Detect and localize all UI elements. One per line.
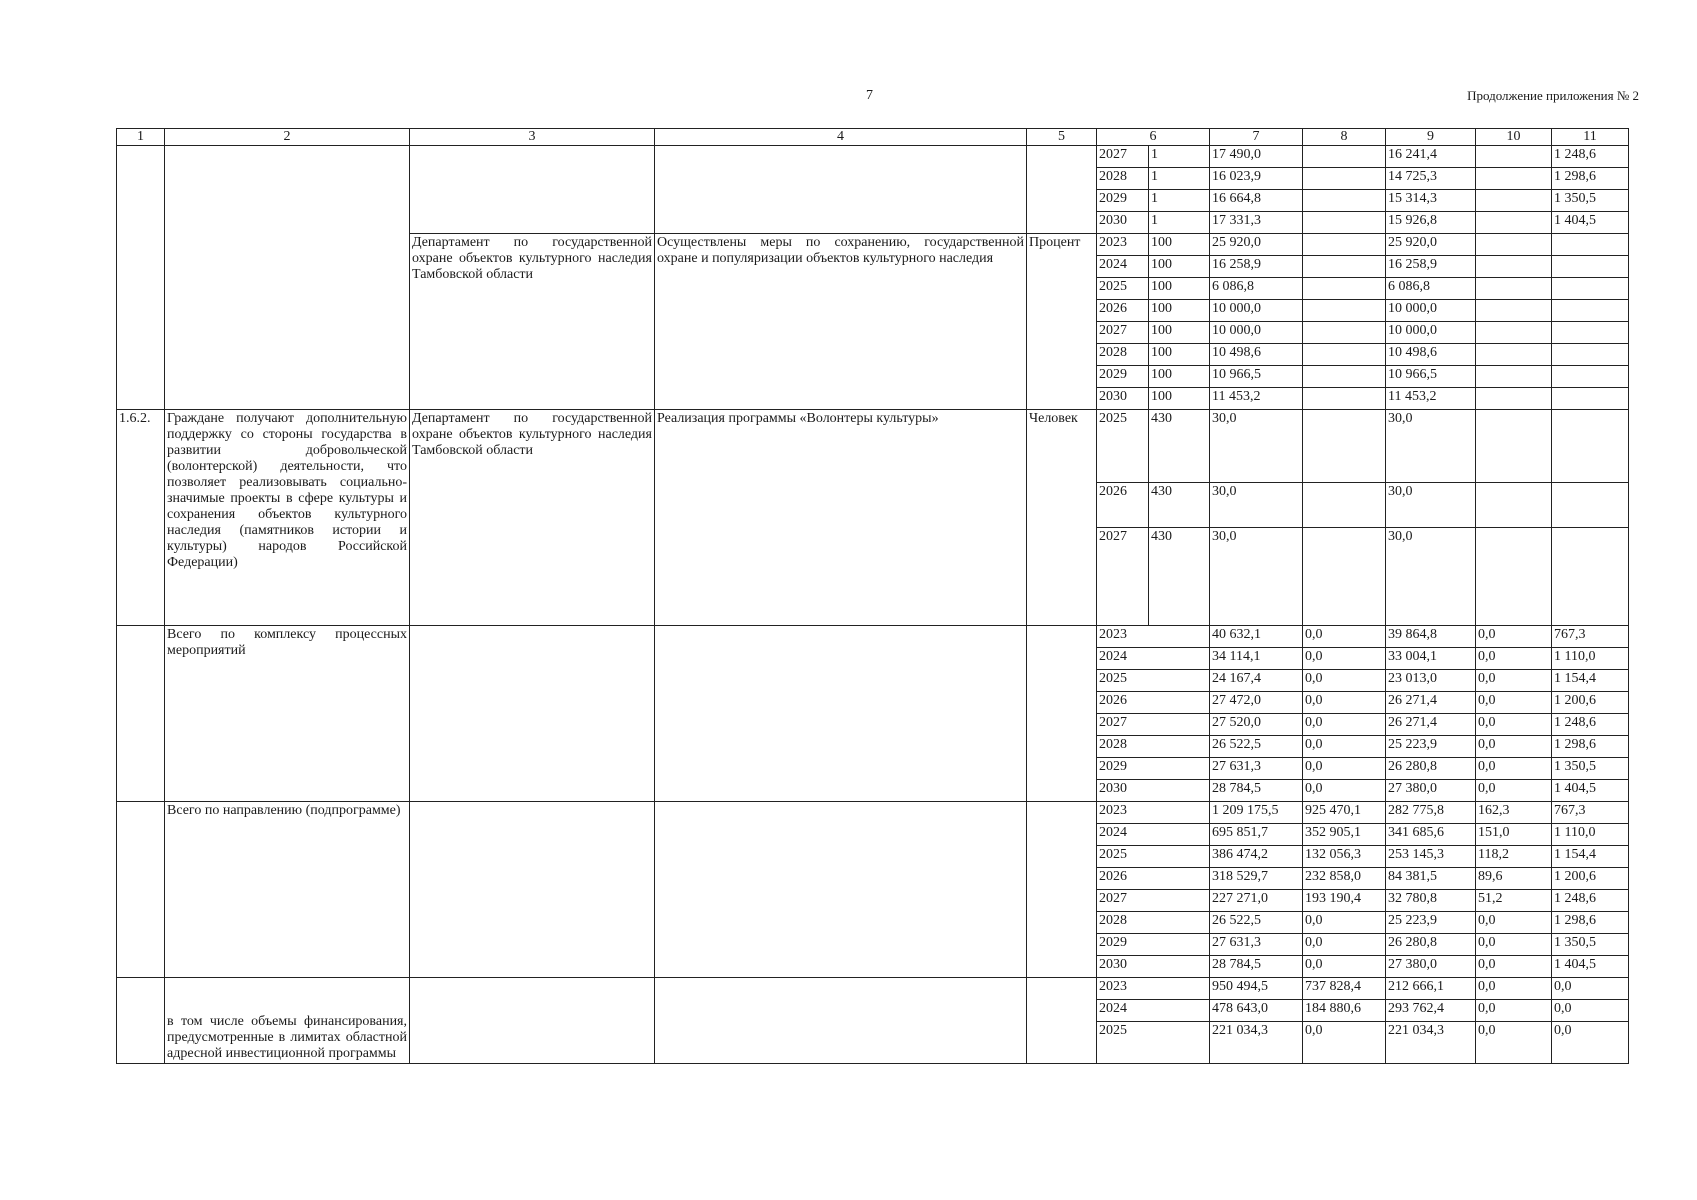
result-cell xyxy=(655,626,1027,802)
total-amount-cell: 10 000,0 xyxy=(1210,322,1303,344)
unit-cell xyxy=(1027,978,1097,1064)
table-row xyxy=(117,802,1629,824)
total-amount-cell: 28 784,5 xyxy=(1210,780,1303,802)
appendix-continuation-note: Продолжение приложения № 2 xyxy=(1467,88,1639,103)
column-number: 8 xyxy=(1303,129,1386,146)
regional-budget-cell: 6 086,8 xyxy=(1386,278,1476,300)
regional-budget-cell: 27 380,0 xyxy=(1386,780,1476,802)
municipal-budget-cell: 0,0 xyxy=(1476,1000,1552,1022)
municipal-budget-cell: 89,6 xyxy=(1476,868,1552,890)
regional-budget-cell: 84 381,5 xyxy=(1386,868,1476,890)
extrabudgetary-cell xyxy=(1552,234,1629,256)
federal-budget-cell xyxy=(1303,528,1386,626)
year-cell: 2030 xyxy=(1097,212,1149,234)
federal-budget-cell: 0,0 xyxy=(1303,956,1386,978)
federal-budget-cell: 0,0 xyxy=(1303,714,1386,736)
federal-budget-cell xyxy=(1303,410,1386,483)
federal-budget-cell: 0,0 xyxy=(1303,934,1386,956)
total-amount-cell: 221 034,3 xyxy=(1210,1022,1303,1064)
year-cell: 2029 xyxy=(1097,366,1149,388)
federal-budget-cell xyxy=(1303,234,1386,256)
federal-budget-cell: 0,0 xyxy=(1303,670,1386,692)
regional-budget-cell: 30,0 xyxy=(1386,528,1476,626)
municipal-budget-cell: 0,0 xyxy=(1476,934,1552,956)
regional-budget-cell: 10 498,6 xyxy=(1386,344,1476,366)
regional-budget-cell: 15 314,3 xyxy=(1386,190,1476,212)
federal-budget-cell xyxy=(1303,483,1386,528)
total-amount-cell: 386 474,2 xyxy=(1210,846,1303,868)
year-cell: 2025 xyxy=(1097,670,1210,692)
municipal-budget-cell xyxy=(1476,212,1552,234)
regional-budget-cell: 27 380,0 xyxy=(1386,956,1476,978)
year-cell: 2026 xyxy=(1097,868,1210,890)
federal-budget-cell: 232 858,0 xyxy=(1303,868,1386,890)
extrabudgetary-cell xyxy=(1552,278,1629,300)
regional-budget-cell: 10 000,0 xyxy=(1386,322,1476,344)
extrabudgetary-cell: 1 404,5 xyxy=(1552,780,1629,802)
executor-cell xyxy=(410,146,655,234)
regional-budget-cell: 30,0 xyxy=(1386,410,1476,483)
year-cell: 2030 xyxy=(1097,388,1149,410)
regional-budget-cell: 26 271,4 xyxy=(1386,714,1476,736)
regional-budget-cell: 25 223,9 xyxy=(1386,736,1476,758)
municipal-budget-cell: 151,0 xyxy=(1476,824,1552,846)
federal-budget-cell xyxy=(1303,366,1386,388)
year-cell: 2030 xyxy=(1097,780,1210,802)
indicator-value-cell: 430 xyxy=(1149,410,1210,483)
municipal-budget-cell: 0,0 xyxy=(1476,1022,1552,1064)
total-amount-cell: 40 632,1 xyxy=(1210,626,1303,648)
total-amount-cell: 26 522,5 xyxy=(1210,912,1303,934)
indicator-value-cell: 430 xyxy=(1149,483,1210,528)
regional-budget-cell: 26 271,4 xyxy=(1386,692,1476,714)
year-cell: 2028 xyxy=(1097,168,1149,190)
column-number: 1 xyxy=(117,129,165,146)
indicator-value-cell: 100 xyxy=(1149,278,1210,300)
total-amount-cell: 10 498,6 xyxy=(1210,344,1303,366)
indicator-value-cell: 100 xyxy=(1149,322,1210,344)
result-cell xyxy=(655,146,1027,234)
table-row xyxy=(117,978,1629,1000)
municipal-budget-cell: 0,0 xyxy=(1476,978,1552,1000)
federal-budget-cell xyxy=(1303,212,1386,234)
total-amount-cell: 6 086,8 xyxy=(1210,278,1303,300)
total-amount-cell: 227 271,0 xyxy=(1210,890,1303,912)
column-number: 6 xyxy=(1097,129,1210,146)
indicator-value-cell: 100 xyxy=(1149,234,1210,256)
regional-budget-cell: 11 453,2 xyxy=(1386,388,1476,410)
total-amount-cell: 27 472,0 xyxy=(1210,692,1303,714)
program-table xyxy=(116,128,1629,1064)
year-cell: 2029 xyxy=(1097,190,1149,212)
total-label-cell: Всего по комплексу процессных мероприятий xyxy=(165,626,410,802)
extrabudgetary-cell: 767,3 xyxy=(1552,802,1629,824)
municipal-budget-cell xyxy=(1476,234,1552,256)
total-amount-cell: 27 520,0 xyxy=(1210,714,1303,736)
total-amount-cell: 30,0 xyxy=(1210,410,1303,483)
municipal-budget-cell xyxy=(1476,146,1552,168)
municipal-budget-cell xyxy=(1476,322,1552,344)
executor-cell xyxy=(410,978,655,1064)
extrabudgetary-cell xyxy=(1552,388,1629,410)
extrabudgetary-cell: 1 248,6 xyxy=(1552,890,1629,912)
total-amount-cell: 30,0 xyxy=(1210,483,1303,528)
executor-cell xyxy=(410,802,655,978)
municipal-budget-cell: 0,0 xyxy=(1476,736,1552,758)
year-cell: 2024 xyxy=(1097,1000,1210,1022)
column-number: 2 xyxy=(165,129,410,146)
federal-budget-cell: 0,0 xyxy=(1303,736,1386,758)
indicator-value-cell: 430 xyxy=(1149,528,1210,626)
year-cell: 2026 xyxy=(1097,692,1210,714)
column-number-row xyxy=(117,129,1629,146)
regional-budget-cell: 15 926,8 xyxy=(1386,212,1476,234)
extrabudgetary-cell: 1 298,6 xyxy=(1552,168,1629,190)
municipal-budget-cell: 0,0 xyxy=(1476,626,1552,648)
year-cell: 2027 xyxy=(1097,890,1210,912)
indicator-value-cell: 100 xyxy=(1149,366,1210,388)
federal-budget-cell: 0,0 xyxy=(1303,780,1386,802)
municipal-budget-cell xyxy=(1476,190,1552,212)
year-cell: 2025 xyxy=(1097,1022,1210,1064)
regional-budget-cell: 14 725,3 xyxy=(1386,168,1476,190)
regional-budget-cell: 282 775,8 xyxy=(1386,802,1476,824)
column-number: 11 xyxy=(1552,129,1629,146)
total-amount-cell: 17 490,0 xyxy=(1210,146,1303,168)
year-cell: 2023 xyxy=(1097,626,1210,648)
year-cell: 2027 xyxy=(1097,714,1210,736)
total-amount-cell: 10 000,0 xyxy=(1210,300,1303,322)
extrabudgetary-cell: 1 200,6 xyxy=(1552,868,1629,890)
result-cell xyxy=(655,802,1027,978)
municipal-budget-cell xyxy=(1476,300,1552,322)
federal-budget-cell xyxy=(1303,278,1386,300)
year-cell: 2029 xyxy=(1097,758,1210,780)
code-cell: 1.6.2. xyxy=(117,410,165,626)
year-cell: 2028 xyxy=(1097,912,1210,934)
total-amount-cell: 10 966,5 xyxy=(1210,366,1303,388)
extrabudgetary-cell: 1 248,6 xyxy=(1552,146,1629,168)
year-cell: 2023 xyxy=(1097,234,1149,256)
municipal-budget-cell xyxy=(1476,528,1552,626)
municipal-budget-cell xyxy=(1476,483,1552,528)
page-number: 7 xyxy=(866,88,873,103)
municipal-budget-cell xyxy=(1476,256,1552,278)
federal-budget-cell: 352 905,1 xyxy=(1303,824,1386,846)
extrabudgetary-cell: 1 298,6 xyxy=(1552,736,1629,758)
regional-budget-cell: 10 966,5 xyxy=(1386,366,1476,388)
extrabudgetary-cell xyxy=(1552,256,1629,278)
regional-budget-cell: 39 864,8 xyxy=(1386,626,1476,648)
year-cell: 2029 xyxy=(1097,934,1210,956)
extrabudgetary-cell xyxy=(1552,322,1629,344)
executor-cell: Департамент по государственной охране объектов культурного наследия Тамбовской области xyxy=(410,234,655,410)
extrabudgetary-cell xyxy=(1552,366,1629,388)
year-cell: 2030 xyxy=(1097,956,1210,978)
regional-budget-cell: 253 145,3 xyxy=(1386,846,1476,868)
federal-budget-cell: 925 470,1 xyxy=(1303,802,1386,824)
federal-budget-cell: 0,0 xyxy=(1303,648,1386,670)
total-amount-cell: 27 631,3 xyxy=(1210,934,1303,956)
extrabudgetary-cell: 1 350,5 xyxy=(1552,190,1629,212)
extrabudgetary-cell: 1 154,4 xyxy=(1552,846,1629,868)
municipal-budget-cell xyxy=(1476,388,1552,410)
municipal-budget-cell: 0,0 xyxy=(1476,670,1552,692)
extrabudgetary-cell: 0,0 xyxy=(1552,1000,1629,1022)
total-amount-cell: 16 258,9 xyxy=(1210,256,1303,278)
regional-budget-cell: 33 004,1 xyxy=(1386,648,1476,670)
indicator-value-cell: 100 xyxy=(1149,388,1210,410)
task-cell xyxy=(165,146,410,410)
column-number: 9 xyxy=(1386,129,1476,146)
federal-budget-cell: 0,0 xyxy=(1303,1022,1386,1064)
total-amount-cell: 17 331,3 xyxy=(1210,212,1303,234)
regional-budget-cell: 23 013,0 xyxy=(1386,670,1476,692)
regional-budget-cell: 32 780,8 xyxy=(1386,890,1476,912)
unit-cell: Процент xyxy=(1027,234,1097,410)
extrabudgetary-cell: 1 200,6 xyxy=(1552,692,1629,714)
extrabudgetary-cell: 0,0 xyxy=(1552,978,1629,1000)
regional-budget-cell: 26 280,8 xyxy=(1386,934,1476,956)
code-cell xyxy=(117,978,165,1064)
total-amount-cell: 16 023,9 xyxy=(1210,168,1303,190)
extrabudgetary-cell xyxy=(1552,528,1629,626)
year-cell: 2024 xyxy=(1097,648,1210,670)
extrabudgetary-cell: 1 350,5 xyxy=(1552,934,1629,956)
extrabudgetary-cell: 767,3 xyxy=(1552,626,1629,648)
total-amount-cell: 11 453,2 xyxy=(1210,388,1303,410)
year-cell: 2028 xyxy=(1097,344,1149,366)
executor-cell: Департамент по государственной охране объектов культурного наследия Тамбовской области xyxy=(410,410,655,626)
total-amount-cell: 34 114,1 xyxy=(1210,648,1303,670)
regional-budget-cell: 16 241,4 xyxy=(1386,146,1476,168)
indicator-value-cell: 1 xyxy=(1149,146,1210,168)
municipal-budget-cell: 0,0 xyxy=(1476,912,1552,934)
year-cell: 2027 xyxy=(1097,528,1149,626)
column-number: 3 xyxy=(410,129,655,146)
result-cell: Реализация программы «Волонтеры культуры» xyxy=(655,410,1027,626)
code-cell xyxy=(117,802,165,978)
column-number: 10 xyxy=(1476,129,1552,146)
municipal-budget-cell xyxy=(1476,410,1552,483)
total-amount-cell: 478 643,0 xyxy=(1210,1000,1303,1022)
municipal-budget-cell: 0,0 xyxy=(1476,648,1552,670)
year-cell: 2025 xyxy=(1097,278,1149,300)
total-amount-cell: 28 784,5 xyxy=(1210,956,1303,978)
municipal-budget-cell: 162,3 xyxy=(1476,802,1552,824)
indicator-value-cell: 1 xyxy=(1149,190,1210,212)
extrabudgetary-cell: 0,0 xyxy=(1552,1022,1629,1064)
municipal-budget-cell: 51,2 xyxy=(1476,890,1552,912)
federal-budget-cell xyxy=(1303,344,1386,366)
regional-budget-cell: 26 280,8 xyxy=(1386,758,1476,780)
year-cell: 2027 xyxy=(1097,146,1149,168)
regional-budget-cell: 25 920,0 xyxy=(1386,234,1476,256)
extrabudgetary-cell: 1 404,5 xyxy=(1552,212,1629,234)
regional-budget-cell: 293 762,4 xyxy=(1386,1000,1476,1022)
year-cell: 2027 xyxy=(1097,322,1149,344)
federal-budget-cell xyxy=(1303,190,1386,212)
municipal-budget-cell: 0,0 xyxy=(1476,780,1552,802)
total-amount-cell: 27 631,3 xyxy=(1210,758,1303,780)
municipal-budget-cell: 0,0 xyxy=(1476,692,1552,714)
column-number: 4 xyxy=(655,129,1027,146)
municipal-budget-cell: 0,0 xyxy=(1476,956,1552,978)
year-cell: 2026 xyxy=(1097,300,1149,322)
extrabudgetary-cell: 1 350,5 xyxy=(1552,758,1629,780)
extrabudgetary-cell xyxy=(1552,410,1629,483)
year-cell: 2023 xyxy=(1097,802,1210,824)
municipal-budget-cell: 118,2 xyxy=(1476,846,1552,868)
unit-cell xyxy=(1027,802,1097,978)
extrabudgetary-cell xyxy=(1552,300,1629,322)
regional-budget-cell: 10 000,0 xyxy=(1386,300,1476,322)
unit-cell: Человек xyxy=(1027,410,1097,626)
regional-budget-cell: 30,0 xyxy=(1386,483,1476,528)
regional-budget-cell: 25 223,9 xyxy=(1386,912,1476,934)
municipal-budget-cell xyxy=(1476,366,1552,388)
code-cell xyxy=(117,146,165,410)
year-cell: 2026 xyxy=(1097,483,1149,528)
total-amount-cell: 950 494,5 xyxy=(1210,978,1303,1000)
federal-budget-cell xyxy=(1303,300,1386,322)
total-amount-cell: 30,0 xyxy=(1210,528,1303,626)
total-label-cell: Всего по направлению (подпрограмме) xyxy=(165,802,410,978)
year-cell: 2028 xyxy=(1097,736,1210,758)
federal-budget-cell: 0,0 xyxy=(1303,626,1386,648)
federal-budget-cell: 193 190,4 xyxy=(1303,890,1386,912)
result-cell: Осуществлены меры по сохранению, государственной охране и популяризации объектов культурного наследия xyxy=(655,234,1027,410)
total-amount-cell: 26 522,5 xyxy=(1210,736,1303,758)
extrabudgetary-cell xyxy=(1552,344,1629,366)
federal-budget-cell: 737 828,4 xyxy=(1303,978,1386,1000)
extrabudgetary-cell: 1 110,0 xyxy=(1552,648,1629,670)
table-row xyxy=(117,410,1629,483)
regional-budget-cell: 212 666,1 xyxy=(1386,978,1476,1000)
task-cell: Граждане получают дополнительную поддержку со стороны государства в развитии добровольческой (волонтерской) деятельности, что позволяет реализовывать социально-значимые проекты в сфере культуры и сохранения объектов культурного наследия (памятников истории и культуры) народов Российской Федерации) xyxy=(165,410,410,626)
result-cell xyxy=(655,978,1027,1064)
executor-cell xyxy=(410,626,655,802)
municipal-budget-cell: 0,0 xyxy=(1476,758,1552,780)
total-amount-cell: 24 167,4 xyxy=(1210,670,1303,692)
indicator-value-cell: 100 xyxy=(1149,344,1210,366)
federal-budget-cell: 132 056,3 xyxy=(1303,846,1386,868)
municipal-budget-cell xyxy=(1476,344,1552,366)
municipal-budget-cell xyxy=(1476,278,1552,300)
indicator-value-cell: 1 xyxy=(1149,168,1210,190)
regional-budget-cell: 16 258,9 xyxy=(1386,256,1476,278)
total-amount-cell: 16 664,8 xyxy=(1210,190,1303,212)
federal-budget-cell: 0,0 xyxy=(1303,912,1386,934)
indicator-value-cell: 100 xyxy=(1149,256,1210,278)
total-amount-cell: 318 529,7 xyxy=(1210,868,1303,890)
column-number: 7 xyxy=(1210,129,1303,146)
federal-budget-cell: 184 880,6 xyxy=(1303,1000,1386,1022)
extrabudgetary-cell: 1 110,0 xyxy=(1552,824,1629,846)
extrabudgetary-cell: 1 154,4 xyxy=(1552,670,1629,692)
year-cell: 2024 xyxy=(1097,256,1149,278)
total-amount-cell: 25 920,0 xyxy=(1210,234,1303,256)
extrabudgetary-cell: 1 248,6 xyxy=(1552,714,1629,736)
total-amount-cell: 695 851,7 xyxy=(1210,824,1303,846)
regional-budget-cell: 341 685,6 xyxy=(1386,824,1476,846)
federal-budget-cell xyxy=(1303,146,1386,168)
column-number: 5 xyxy=(1027,129,1097,146)
municipal-budget-cell: 0,0 xyxy=(1476,714,1552,736)
extrabudgetary-cell: 1 298,6 xyxy=(1552,912,1629,934)
unit-cell xyxy=(1027,626,1097,802)
extrabudgetary-cell xyxy=(1552,483,1629,528)
code-cell xyxy=(117,626,165,802)
indicator-value-cell: 100 xyxy=(1149,300,1210,322)
year-cell: 2024 xyxy=(1097,824,1210,846)
table-row xyxy=(117,146,1629,168)
municipal-budget-cell xyxy=(1476,168,1552,190)
federal-budget-cell xyxy=(1303,168,1386,190)
federal-budget-cell: 0,0 xyxy=(1303,758,1386,780)
federal-budget-cell xyxy=(1303,322,1386,344)
year-cell: 2025 xyxy=(1097,410,1149,483)
federal-budget-cell xyxy=(1303,256,1386,278)
total-label-cell: в том числе объемы финансирования, предусмотренные в лимитах областной адресной инвестиционной программы xyxy=(165,978,410,1064)
year-cell: 2025 xyxy=(1097,846,1210,868)
indicator-value-cell: 1 xyxy=(1149,212,1210,234)
table-row xyxy=(117,626,1629,648)
federal-budget-cell xyxy=(1303,388,1386,410)
year-cell: 2023 xyxy=(1097,978,1210,1000)
total-amount-cell: 1 209 175,5 xyxy=(1210,802,1303,824)
regional-budget-cell: 221 034,3 xyxy=(1386,1022,1476,1064)
federal-budget-cell: 0,0 xyxy=(1303,692,1386,714)
extrabudgetary-cell: 1 404,5 xyxy=(1552,956,1629,978)
unit-cell xyxy=(1027,146,1097,234)
